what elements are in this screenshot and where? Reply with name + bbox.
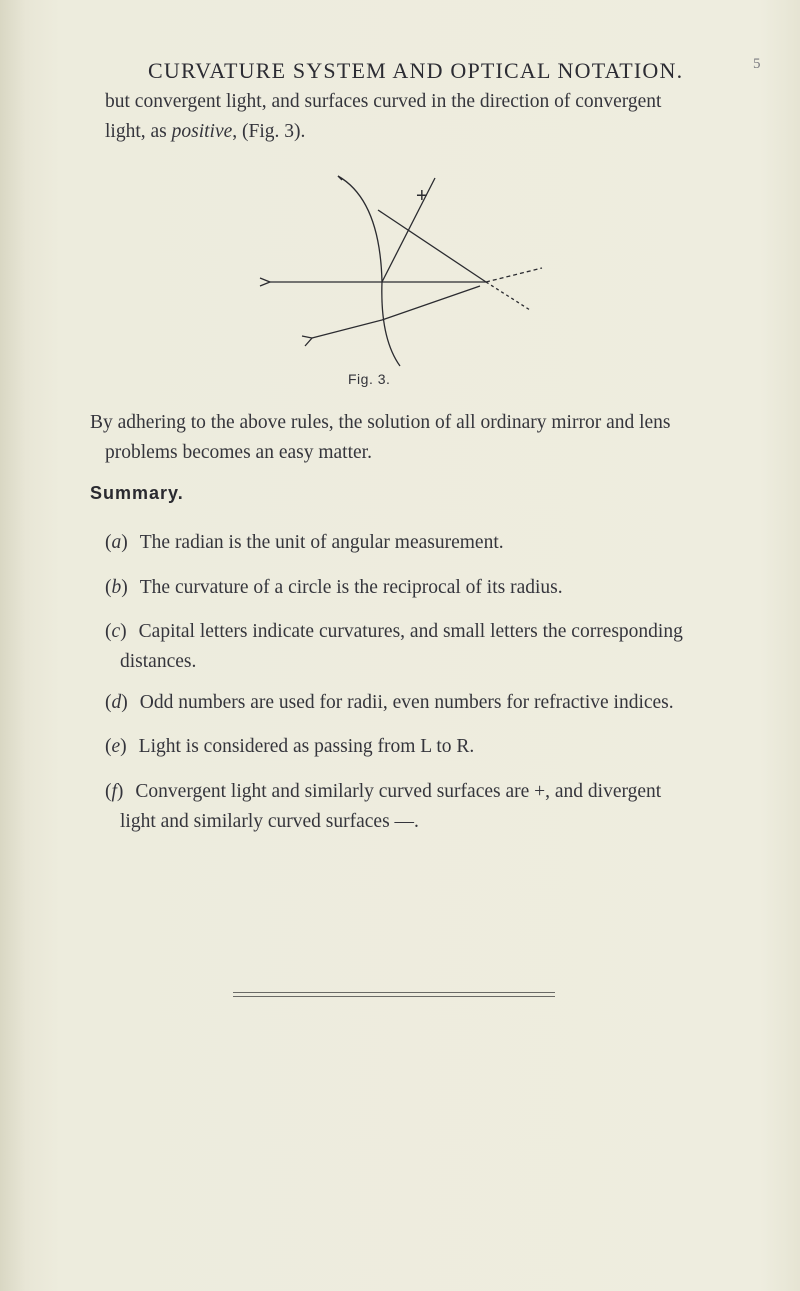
running-header: CURVATURE SYSTEM AND OPTICAL NOTATION. [148,58,684,83]
item-label: d [111,692,122,713]
incident-ray-lower [312,286,480,338]
curved-surface [338,176,400,366]
page-number: 5 [753,56,761,72]
item-text: Odd numbers are used for radii, even numbers for refractive indices. [139,692,674,713]
dashed-continuation-up [486,268,542,282]
item-continuation: light and similarly curved surfaces —. [120,811,419,832]
arrow-head-upper [260,278,270,286]
intro-line-1: but convergent light, and surfaces curved in the direction of convergent [105,91,662,112]
item-label: e [111,736,121,757]
intro-line-2-end: , (Fig. 3). [232,121,306,142]
intro-emphasis: positive [171,121,233,142]
item-continuation: distances. [120,651,197,672]
item-text: Convergent light and similarly curved surfaces are +, and divergent [135,781,662,802]
intro-paragraph [105,87,785,147]
item-text: Light is considered as passing from L to R. [138,736,475,757]
summary-item-e: (e) Light is considered as passing from L to R. [105,736,475,757]
rules-line-2: problems becomes an easy matter. [105,442,372,463]
dashed-continuation-down [486,282,530,310]
summary-item-a: (a) The radian is the unit of angular measurement. [105,532,504,553]
item-text: The radian is the unit of angular measurement. [139,532,504,553]
summary-heading: Summary. [90,483,184,503]
summary-item-d: (d) Odd numbers are used for radii, even numbers for refractive indices. [105,692,674,713]
end-rule-top [233,992,555,993]
figure-caption: Fig. 3. [348,371,391,387]
item-label: a [111,532,122,553]
summary-item-f: (f) Convergent light and similarly curved surfaces are +, and divergent light and similarly curved surfaces —. [105,777,785,837]
end-rule-bottom [233,996,555,997]
rules-paragraph [90,408,780,468]
item-text: The curvature of a circle is the reciprocal of its radius. [139,577,563,598]
arrow-head-lower [302,336,312,346]
item-label: f [111,781,117,802]
item-label: b [111,577,122,598]
converging-ray-upper [378,210,486,282]
rules-line-1: By adhering to the above rules, the solution of all ordinary mirror and lens [90,412,671,433]
summary-item-b: (b) The curvature of a circle is the reciprocal of its radius. [105,577,563,598]
item-label: c [111,621,121,642]
figure-3-diagram [230,170,570,370]
summary-item-c: (c) Capital letters indicate curvatures, and small letters the corresponding distances. [105,617,785,677]
intro-line-2-start: light, as [105,121,172,142]
plus-sign: + [416,185,428,207]
item-text: Capital letters indicate curvatures, and small letters the corresponding [138,621,683,642]
